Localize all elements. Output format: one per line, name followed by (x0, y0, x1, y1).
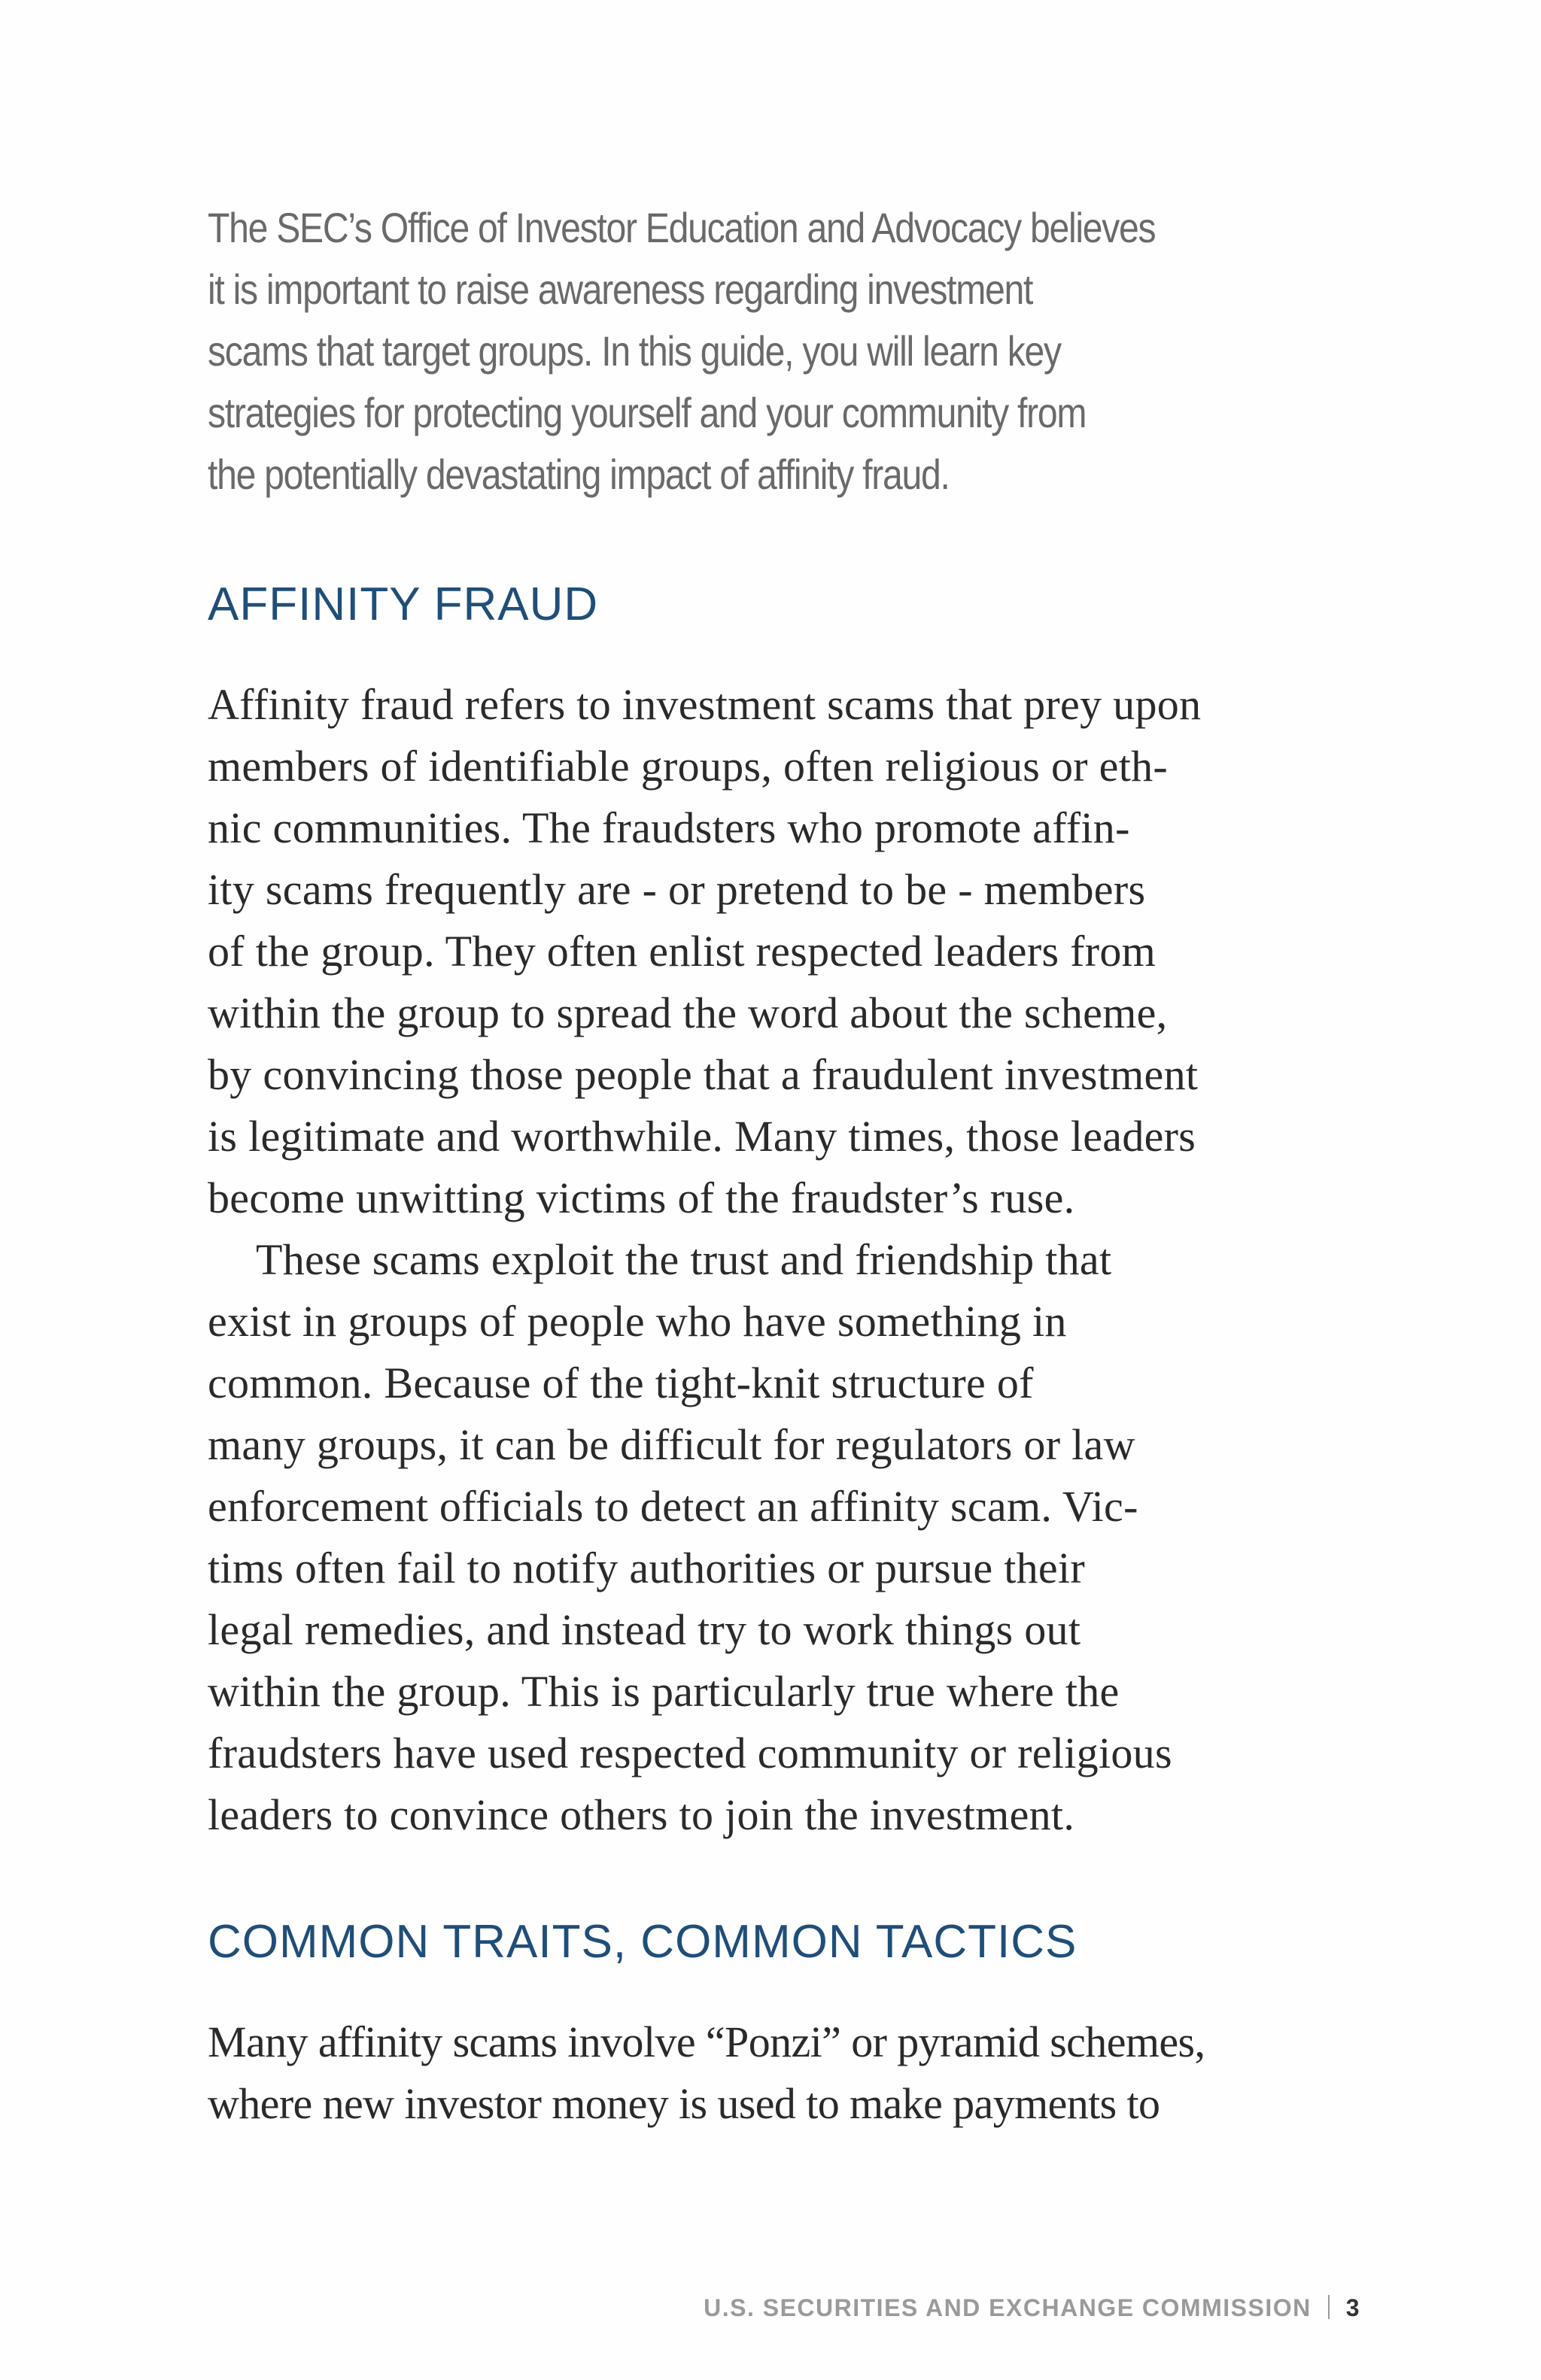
body-line: of the group. They often enlist respected leaders from (208, 927, 1157, 976)
intro-line: The SEC’s Office of Investor Education and Advocacy believes (208, 204, 1156, 251)
intro-line: strategies for protecting yourself and your community from (208, 389, 1087, 436)
body-line: ity scams frequently are - or pretend to be - members (208, 865, 1146, 914)
body-line: Affinity fraud refers to investment scams that prey upon (208, 680, 1202, 729)
intro-line: scams that target groups. In this guide, you will learn key (208, 327, 1061, 375)
body-line: enforcement officials to detect an affinity scam. Vic- (208, 1482, 1138, 1531)
body-line: fraudsters have used respected community or religious (208, 1729, 1172, 1777)
body-line: exist in groups of people who have something in (208, 1297, 1067, 1346)
body-line: by convincing those people that a fraudulent investment (208, 1050, 1199, 1099)
intro-paragraph (208, 197, 1217, 505)
section-heading-affinity-fraud: AFFINITY FRAUD (208, 578, 599, 630)
footer-separator (1328, 2295, 1330, 2319)
page-footer (704, 2294, 1360, 2322)
body-line: within the group. This is particularly true where the (208, 1667, 1120, 1716)
body-line: become unwitting victims of the fraudster’s ruse. (208, 1173, 1075, 1222)
body-line: common. Because of the tight-knit structure of (208, 1358, 1034, 1407)
footer-agency-name: U.S. SECURITIES AND EXCHANGE COMMISSION (704, 2294, 1312, 2321)
intro-line: the potentially devastating impact of affinity fraud. (208, 451, 950, 498)
body-line: Many affinity scams involve “Ponzi” or pyramid schemes, (208, 2017, 1205, 2066)
body-line: within the group to spread the word about the scheme, (208, 988, 1168, 1037)
body-line: legal remedies, and instead try to work things out (208, 1605, 1081, 1654)
intro-line: it is important to raise awareness regarding investment (208, 266, 1033, 313)
page-number: 3 (1345, 2294, 1360, 2321)
body-line: nic communities. The fraudsters who promote affin- (208, 803, 1130, 852)
body-line: leaders to convince others to join the investment. (208, 1790, 1075, 1839)
common-traits-body (208, 2011, 1205, 2135)
body-line: These scams exploit the trust and friendship that (256, 1235, 1112, 1284)
affinity-fraud-body (208, 674, 1201, 1846)
body-line: many groups, it can be difficult for regulators or law (208, 1420, 1135, 1469)
body-line: tims often fail to notify authorities or pursue their (208, 1544, 1085, 1592)
body-line: members of identifiable groups, often religious or eth- (208, 742, 1169, 791)
section-heading-common-traits: COMMON TRAITS, COMMON TACTICS (208, 1916, 1077, 1968)
body-line: is legitimate and worthwhile. Many times, those leaders (208, 1112, 1196, 1161)
body-line: where new investor money is used to make payments to (208, 2079, 1160, 2128)
